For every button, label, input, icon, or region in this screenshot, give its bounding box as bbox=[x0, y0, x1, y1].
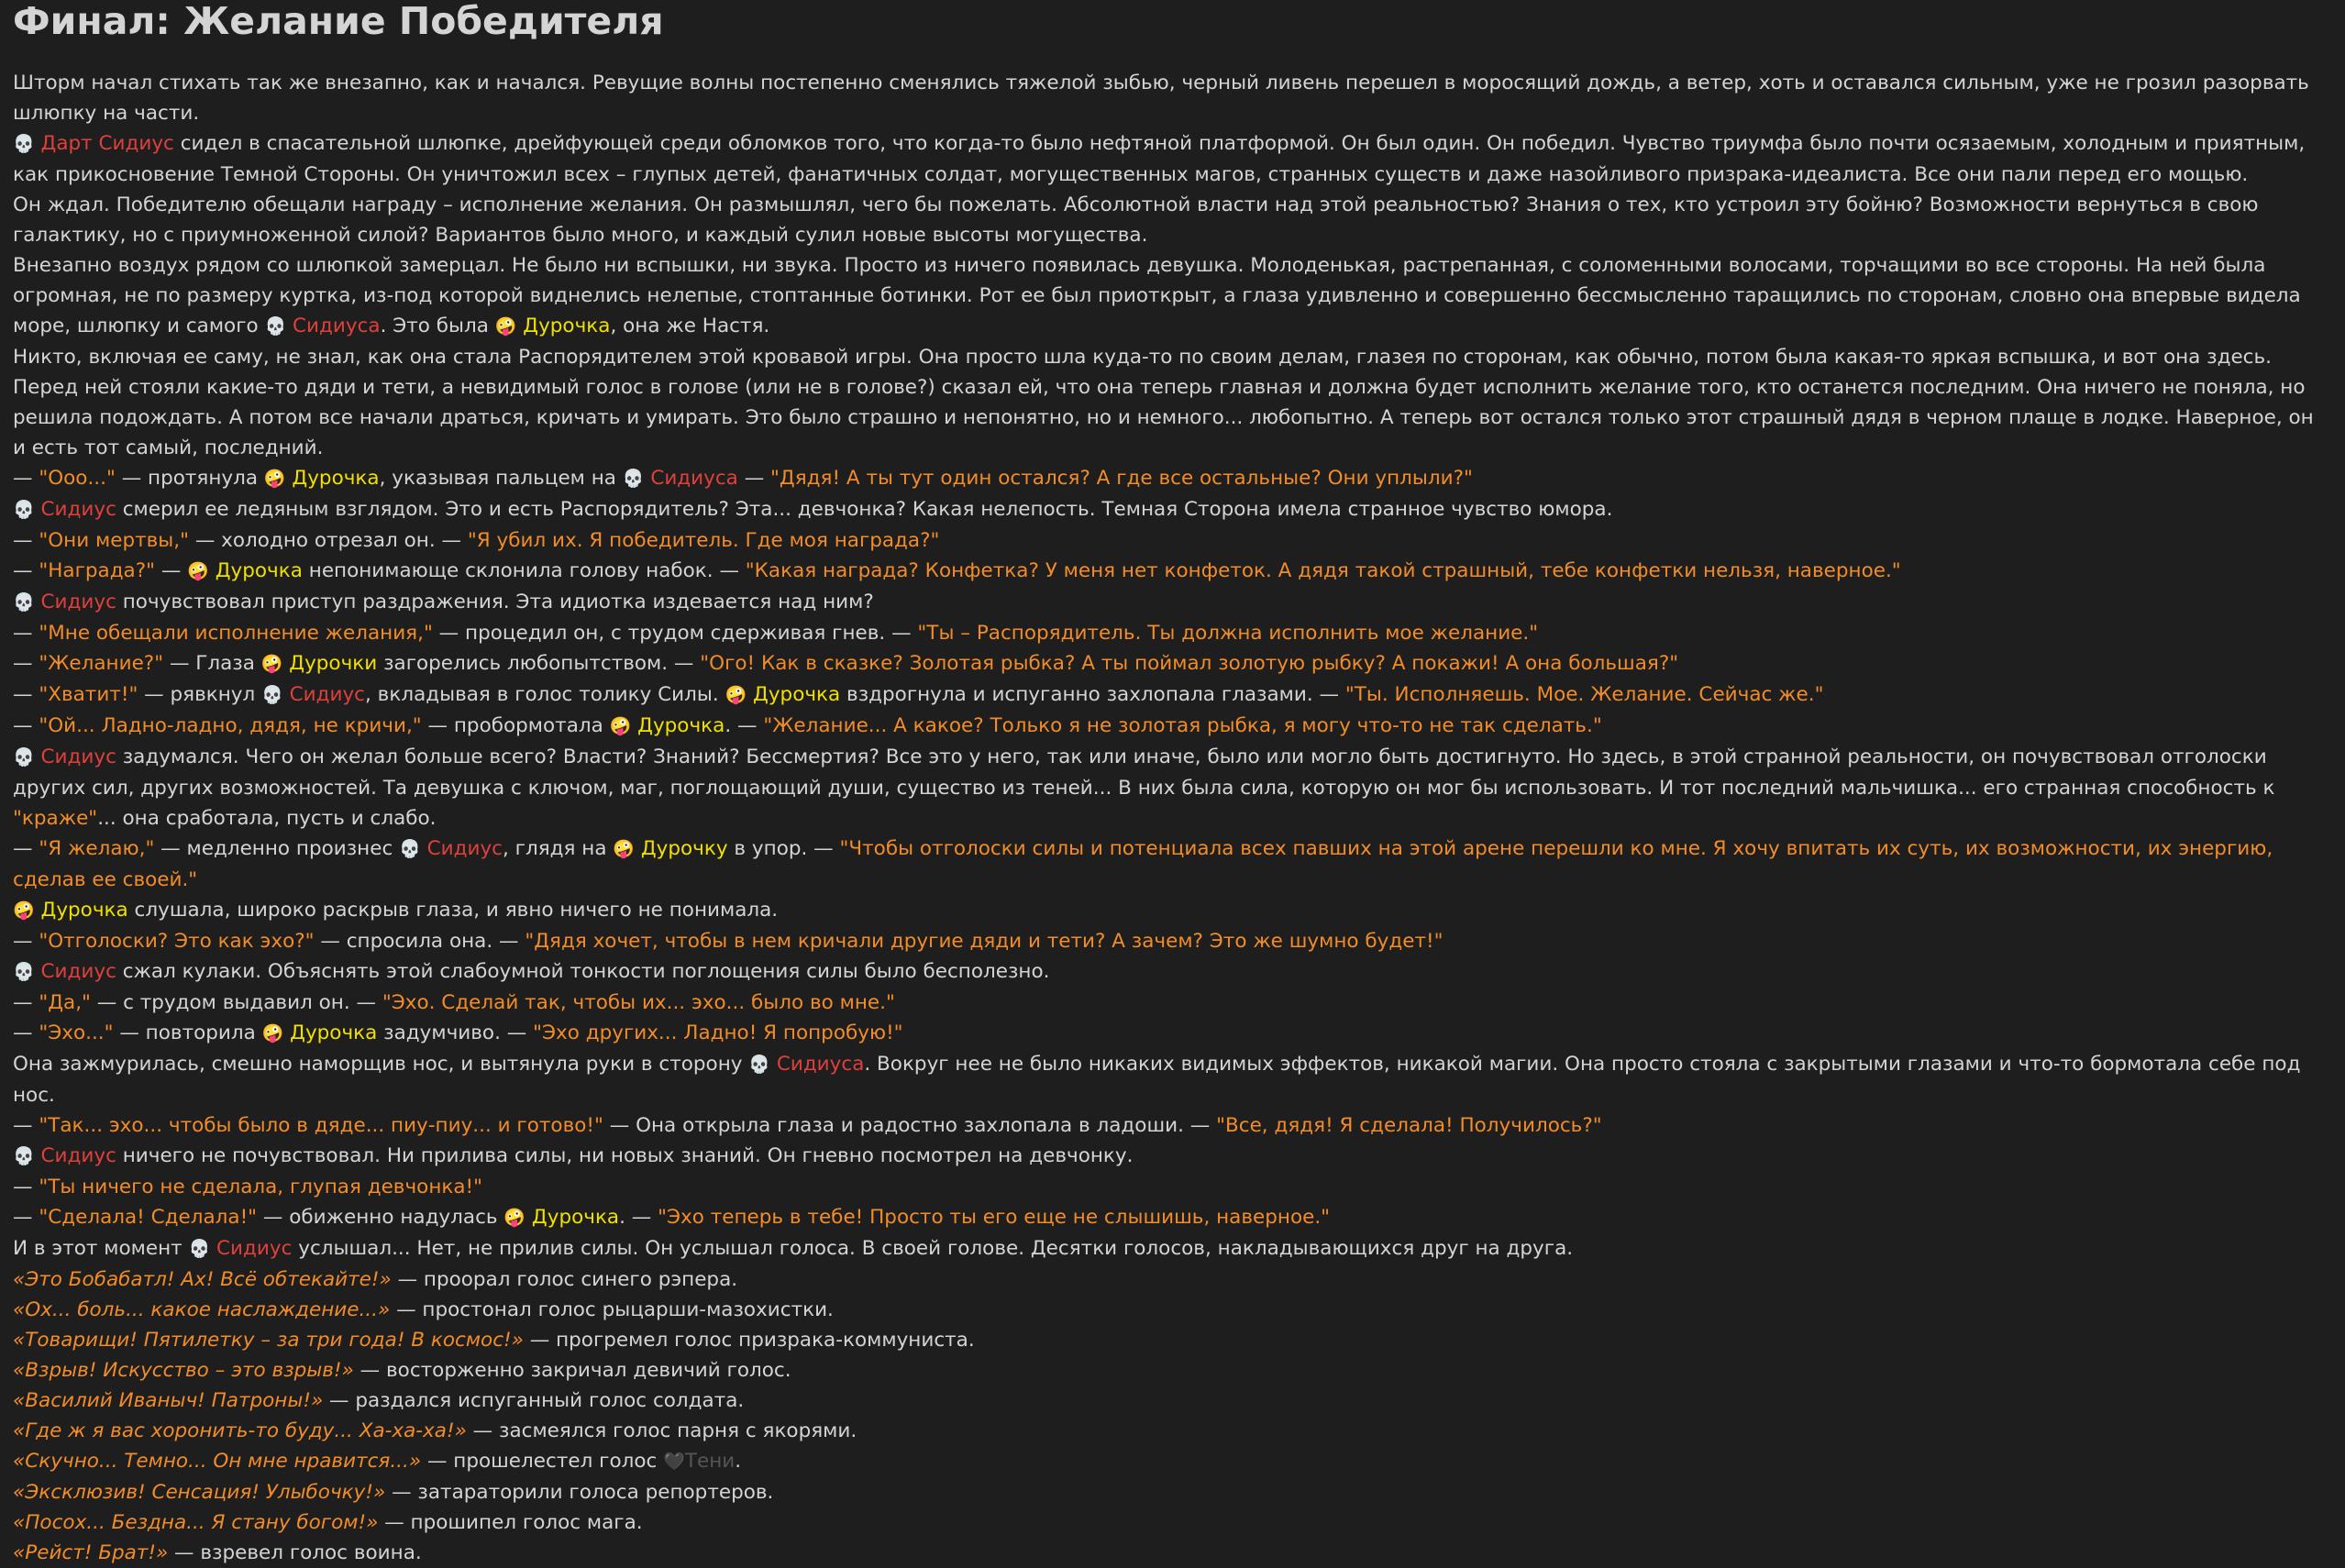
dialogue-line bbox=[13, 711, 2332, 742]
text: . — bbox=[725, 714, 764, 737]
skull-icon: 💀 bbox=[748, 1055, 770, 1075]
dialogue-line bbox=[13, 1202, 2332, 1233]
text: ... она сработала, пусть и слабо. bbox=[97, 807, 437, 830]
character-name: Сидиус bbox=[426, 837, 503, 860]
crazy-face-icon: 🤪 bbox=[609, 716, 632, 736]
text: Шторм начал стихать так же внезапно, как и начался. Ревущие волны постепенно сменялись тяжелой зыбью, черный ливень перешел в моросящий дождь, а ветер, хоть и оставался сильным, уже не грозил разорвать шлюпку на части. bbox=[13, 72, 2309, 125]
quote: "Ого! Как в сказке? Золотая рыбка? А ты поймал золотую рыбку? А покажи! А она большая?" bbox=[700, 652, 1679, 675]
paragraph bbox=[13, 250, 2332, 342]
text: — холодно отрезал он. — bbox=[189, 529, 468, 552]
text: — bbox=[13, 991, 39, 1014]
voice-line bbox=[13, 1477, 2332, 1507]
voice-quote: «Скучно... Темно... Он мне нравится...» bbox=[13, 1450, 422, 1473]
quote: "Да," bbox=[39, 991, 91, 1014]
text: непонимающе склонила голову набок. — bbox=[302, 559, 746, 582]
text: сидел в спасательной шлюпке, дрейфующей среди обломков того, что когда-то было нефтяной платформой. Он был один. Он победил. Чувство триумфа было почти осязаемым, холодным и приятным, как прикосновение Темной Стороны. Он уничтожил всех – глупых детей, фанатичных солдат, могущественных магов, странных существ и даже назойливого призрака-идеалиста. Все они пали перед его мощью. bbox=[13, 132, 2306, 186]
voice-quote: «Это Бобабатл! Ах! Всё обтекайте!» bbox=[13, 1268, 392, 1291]
quote: "Сделала! Сделала!" bbox=[39, 1206, 258, 1229]
crazy-face-icon: 🤪 bbox=[187, 561, 209, 581]
character-name: Дарт Сидиус bbox=[40, 132, 174, 155]
quote: "Чтобы отголоски силы и потенциала всех павших на этой арене перешли ко мне. Я хочу впитать их суть, их возможности, их энергию, сделав ее своей." bbox=[13, 837, 2273, 891]
text: . Вокруг нее не было никаких видимых эффектов, никакой магии. Она просто стояла с закрытыми глазами и что-то бормотала себе под нос. bbox=[13, 1053, 2301, 1107]
skull-icon: 💀 bbox=[13, 1146, 35, 1166]
quote: "Ты – Распорядитель. Ты должна исполнить мое желание." bbox=[917, 622, 1539, 645]
character-name: Сидиус bbox=[40, 1144, 116, 1167]
voice-line: «Скучно... Темно... Он мне нравится...» — прошелестел голос 🖤Тени. bbox=[13, 1450, 742, 1473]
text: — bbox=[13, 1176, 39, 1198]
quote: "Награда?" bbox=[39, 559, 156, 582]
character-name: Дурочка bbox=[215, 559, 303, 582]
text: почувствовал приступ раздражения. Эта идиотка издевается над ним? bbox=[116, 591, 874, 613]
text: — bbox=[13, 622, 39, 645]
quote: "Мне обещали исполнение желания," bbox=[39, 622, 433, 645]
text: . — bbox=[619, 1206, 658, 1229]
dialogue-line bbox=[13, 679, 2332, 711]
voice-line bbox=[13, 1355, 2332, 1386]
character-name: Дурочка bbox=[523, 315, 611, 337]
text: — восторженно закричал девичий голос. bbox=[353, 1359, 791, 1382]
text: — bbox=[13, 1206, 39, 1229]
text: — прошелестел голос bbox=[421, 1450, 664, 1473]
character-name: Сидиус bbox=[40, 591, 116, 613]
quote: "Какая награда? Конфетка? У меня нет конфеток. А дядя такой страшный, тебе конфетки нельзя, наверное." bbox=[745, 559, 1901, 582]
skull-icon: 💀 bbox=[13, 134, 35, 154]
voice-quote: «Ох... боль... какое наслаждение...» bbox=[13, 1298, 391, 1321]
skull-icon: 💀 bbox=[13, 962, 35, 982]
text: — протянула bbox=[115, 467, 264, 490]
story-body bbox=[13, 68, 2332, 1568]
quote: "Ооо..." bbox=[39, 467, 116, 490]
crazy-face-icon: 🤪 bbox=[503, 1208, 526, 1228]
text: — простонал голос рыцарши-мазохистки. bbox=[390, 1298, 834, 1321]
quote: "краже" bbox=[13, 807, 98, 830]
character-name: Сидиуса bbox=[293, 315, 381, 337]
dialogue-line bbox=[13, 587, 2332, 618]
text: — обиженно надулась bbox=[257, 1206, 504, 1229]
voice-line bbox=[13, 1416, 2332, 1446]
quote: "Хватит!" bbox=[39, 683, 138, 706]
dialogue-line bbox=[13, 1172, 2332, 1202]
voice-quote: «Эксклюзив! Сенсация! Улыбочку!» bbox=[13, 1481, 386, 1504]
crazy-face-icon: 🤪 bbox=[260, 654, 283, 674]
quote: "Желание... А какое? Только я не золотая рыбка, я могу что-то не так сделать." bbox=[763, 714, 1602, 737]
voice-quote: «Где ж я вас хоронить-то буду... Ха-ха-ха!» bbox=[13, 1419, 467, 1442]
dialogue-line bbox=[13, 618, 2332, 648]
text: ничего не почувствовал. Ни прилива силы, ни новых знаний. Он гневно посмотрел на девчонку. bbox=[116, 1144, 1134, 1167]
text: задумался. Чего он желал больше всего? Власти? Знаний? Бессмертия? Все это у него, так или иначе, было или могло быть достигнуто. Но здесь, в этой странной реальности, он почувствовал отголоски других сил, других возможностей. Та девушка с ключом, маг, поглощающий души, существо из теней... В них была сила, которую он мог бы использовать. И тот последний мальчишка... его странная способность к bbox=[13, 745, 2275, 800]
quote: "Желание?" bbox=[39, 652, 164, 675]
character-name: Сидиус bbox=[216, 1237, 293, 1260]
text: — рявкнул bbox=[138, 683, 262, 706]
text: , указывая пальцем на bbox=[379, 467, 623, 490]
text: — пробормотала bbox=[421, 714, 610, 737]
quote: "Ты ничего не сделала, глупая девчонка!" bbox=[39, 1176, 483, 1198]
chapter-title: Финал: Желание Победителя bbox=[13, 0, 664, 43]
character-name: Тени bbox=[684, 1450, 736, 1473]
text: — взревел голос воина. bbox=[168, 1541, 422, 1564]
dialogue-line bbox=[13, 895, 2332, 926]
text: Он ждал. Победителю обещали награду – исполнение желания. Он размышлял, чего бы пожелать. Абсолютной власти над этой реальностью? Знания о тех, кто устроил эту бойню? Возможности вернуться в свою галактику, но с приумноженной силой? Вариантов было много, и каждый сулил новые высоты могущества. bbox=[13, 193, 2259, 247]
text: — bbox=[13, 714, 39, 737]
text: — bbox=[155, 559, 188, 582]
text: — bbox=[13, 837, 39, 860]
character-name: Сидиуса bbox=[650, 467, 738, 490]
text: услышал... Нет, не прилив силы. Он услышал голоса. В своей голове. Десятки голосов, накладывающихся друг на друга. bbox=[292, 1237, 1574, 1260]
text: — прошипел голос мага. bbox=[378, 1511, 643, 1534]
character-name: Сидиус bbox=[289, 683, 365, 706]
crazy-face-icon: 🤪 bbox=[613, 839, 636, 859]
quote: "Я убил их. Я победитель. Где моя награда?" bbox=[467, 529, 940, 552]
character-name: Сидиус bbox=[40, 745, 116, 768]
text: — Глаза bbox=[163, 652, 261, 675]
text: смерил ее ледяным взглядом. Это и есть Распорядитель? Эта... девчонка? Какая нелепость. Темная Сторона имела странное чувство юмора. bbox=[116, 498, 1613, 521]
character-name: Дурочка bbox=[40, 899, 128, 922]
voice-line bbox=[13, 1507, 2332, 1538]
dialogue-line bbox=[13, 494, 2332, 525]
text: — процедил он, с трудом сдерживая гнев. — bbox=[432, 622, 918, 645]
voice-quote: «Посох... Бездна... Я стану богом!» bbox=[13, 1511, 379, 1534]
dialogue-line bbox=[13, 988, 2332, 1018]
quote: "Все, дядя! Я сделала! Получилось?" bbox=[1216, 1114, 1602, 1137]
text: сжал кулаки. Объяснять этой слабоумной тонкости поглощения силы было бесполезно. bbox=[116, 960, 1050, 983]
paragraph bbox=[13, 342, 2332, 463]
text: вздрогнула и испуганно захлопала глазами. — bbox=[840, 683, 1345, 706]
text: И в этот момент bbox=[13, 1237, 189, 1260]
text: задумчиво. — bbox=[377, 1021, 534, 1044]
skull-icon: 💀 bbox=[622, 469, 645, 489]
text: — Она открыла глаза и радостно захлопала в ладоши. — bbox=[603, 1114, 1217, 1137]
text: загорелись любопытством. — bbox=[377, 652, 701, 675]
quote: "Эхо других... Ладно! Я попробую!" bbox=[533, 1021, 903, 1044]
crazy-face-icon: 🤪 bbox=[725, 685, 747, 705]
text: — bbox=[13, 1021, 39, 1044]
quote: "Они мертвы," bbox=[39, 529, 190, 552]
dialogue-line bbox=[13, 525, 2332, 556]
character-name: Сидиуса bbox=[776, 1053, 865, 1076]
character-name: Дурочка bbox=[637, 714, 725, 737]
quote: "Дядя! А ты тут один остался? А где все остальные? Они уплыли?" bbox=[770, 467, 1473, 490]
paragraph bbox=[13, 742, 2332, 834]
text: в упор. — bbox=[727, 837, 840, 860]
skull-icon: 💀 bbox=[399, 839, 421, 859]
paragraph bbox=[13, 190, 2332, 250]
text: — спросила она. — bbox=[314, 930, 525, 953]
dialogue-line bbox=[13, 1110, 2332, 1141]
skull-icon: 💀 bbox=[264, 316, 287, 337]
dialogue-line bbox=[13, 834, 2332, 895]
crazy-face-icon: 🤪 bbox=[263, 469, 286, 489]
character-name: Дурочку bbox=[640, 837, 728, 860]
skull-icon: 💀 bbox=[188, 1239, 211, 1259]
crazy-face-icon: 🤪 bbox=[13, 900, 35, 921]
voice-line bbox=[13, 1538, 2332, 1568]
voice-quote: «Товарищи! Пятилетку – за три года! В космос!» bbox=[13, 1329, 524, 1352]
voice-line bbox=[13, 1264, 2332, 1295]
quote: "Эхо теперь в тебе! Просто ты его еще не слышишь, наверное." bbox=[658, 1206, 1331, 1229]
text: — прогремел голос призрака-коммуниста. bbox=[523, 1329, 975, 1352]
text: — bbox=[13, 529, 39, 552]
crazy-face-icon: 🤪 bbox=[494, 316, 517, 337]
character-name: Дурочка bbox=[753, 683, 841, 706]
skull-icon: 💀 bbox=[261, 685, 283, 705]
quote: "Я желаю," bbox=[39, 837, 155, 860]
skull-icon: 💀 bbox=[13, 747, 35, 767]
crazy-face-icon: 🤪 bbox=[261, 1023, 284, 1043]
text: , она же Настя. bbox=[610, 315, 770, 337]
text: — bbox=[737, 467, 771, 490]
dialogue-line bbox=[13, 556, 2332, 587]
text: , глядя на bbox=[503, 837, 614, 860]
text: — затараторили голоса репортеров. bbox=[385, 1481, 774, 1504]
voice-line bbox=[13, 1386, 2332, 1416]
text: — bbox=[13, 1114, 39, 1137]
quote: "Эхо. Сделай так, чтобы их... эхо... было во мне." bbox=[382, 991, 895, 1014]
voice-line bbox=[13, 1295, 2332, 1325]
text: . Это была bbox=[380, 315, 495, 337]
text: — bbox=[13, 683, 39, 706]
quote: "Так... эхо... чтобы было в дяде... пиу-пиу... и готово!" bbox=[39, 1114, 603, 1137]
text: , вкладывая в голос толику Силы. bbox=[365, 683, 725, 706]
character-name: Сидиус bbox=[40, 498, 116, 521]
character-name: Сидиус bbox=[40, 960, 116, 983]
paragraph bbox=[13, 1233, 2332, 1264]
quote: "Отголоски? Это как эхо?" bbox=[39, 930, 315, 953]
dialogue-line bbox=[13, 1141, 2332, 1172]
voice-quote: «Василий Иваныч! Патроны!» bbox=[13, 1389, 324, 1412]
text: — раздался испуганный голос солдата. bbox=[323, 1389, 745, 1412]
voice-line bbox=[13, 1325, 2332, 1355]
character-name: Дурочка bbox=[292, 467, 380, 490]
paragraph bbox=[13, 68, 2332, 190]
text: — bbox=[13, 930, 39, 953]
black-heart-icon: 🖤 bbox=[663, 1452, 685, 1472]
quote: "Дядя хочет, чтобы в нем кричали другие дяди и тети? А зачем? Это же шумно будет!" bbox=[525, 930, 1444, 953]
dialogue-line bbox=[13, 648, 2332, 679]
text: Она зажмурилась, смешно наморщив нос, и вытянула руки в сторону bbox=[13, 1053, 749, 1076]
text: — засмеялся голос парня с якорями. bbox=[466, 1419, 857, 1442]
text: — bbox=[13, 652, 39, 675]
character-name: Дурочка bbox=[531, 1206, 620, 1229]
voice-quote: «Рейст! Брат!» bbox=[13, 1541, 169, 1564]
quote: "Ой... Ладно-ладно, дядя, не кричи," bbox=[39, 714, 422, 737]
voice-quote: «Взрыв! Искусство – это взрыв!» bbox=[13, 1359, 354, 1382]
skull-icon: 💀 bbox=[13, 592, 35, 613]
dialogue-line bbox=[13, 463, 2332, 494]
text: Никто, включая ее саму, не знал, как она стала Распорядителем этой кровавой игры. Она просто шла куда-то по своим делам, глазея по сторонам, как обычно, потом была какая-то яркая вспышка, и вот она здесь. Перед ней стояли какие-то дяди и тети, а невидимый голос в голове (или не в голове?) сказал ей, что она теперь главная и должна будет исполнить желание того, кто останется последним. Она ничего не поняла, но решила подождать. А потом все начали драться, кричать и умирать. Это было страшно и непонятно, но и немного... любопытно. А теперь вот остался только этот страшный дядя в черном плаще в лодке. Наверное, он и есть тот самый, последний. bbox=[13, 346, 2314, 459]
quote: "Ты. Исполняешь. Мое. Желание. Сейчас же." bbox=[1344, 683, 1824, 706]
dialogue-line bbox=[13, 926, 2332, 956]
text: Внезапно воздух рядом со шлюпкой замерцал. Не было ни вспышки, ни звука. Просто из ничего появилась девушка. Молоденькая, растрепанная, с соломенными волосами, торчащими во все стороны. На ней была огромная, не по размеру куртка, из-под которой виднелись нелепые, стоптанные ботинки. Рот ее был приоткрыт, а глаза удивленно и совершенно бессмысленно таращились по сторонам, словно она впервые видела море, шлюпку и самого bbox=[13, 254, 2301, 337]
skull-icon: 💀 bbox=[13, 500, 35, 520]
text: — bbox=[13, 559, 39, 582]
dialogue-line bbox=[13, 956, 2332, 988]
text: — проорал голос синего рэпера. bbox=[391, 1268, 738, 1291]
quote: "Эхо..." bbox=[39, 1021, 114, 1044]
dialogue-line bbox=[13, 1018, 2332, 1049]
text: — медленно произнес bbox=[154, 837, 400, 860]
paragraph bbox=[13, 1049, 2332, 1110]
text: — с трудом выдавил он. — bbox=[90, 991, 382, 1014]
text: слушала, широко раскрыв глаза, и явно ничего не понимала. bbox=[127, 899, 779, 922]
character-name: Дурочки bbox=[289, 652, 378, 675]
text: — bbox=[13, 467, 39, 490]
character-name: Дурочка bbox=[290, 1021, 378, 1044]
text: — повторила bbox=[113, 1021, 262, 1044]
